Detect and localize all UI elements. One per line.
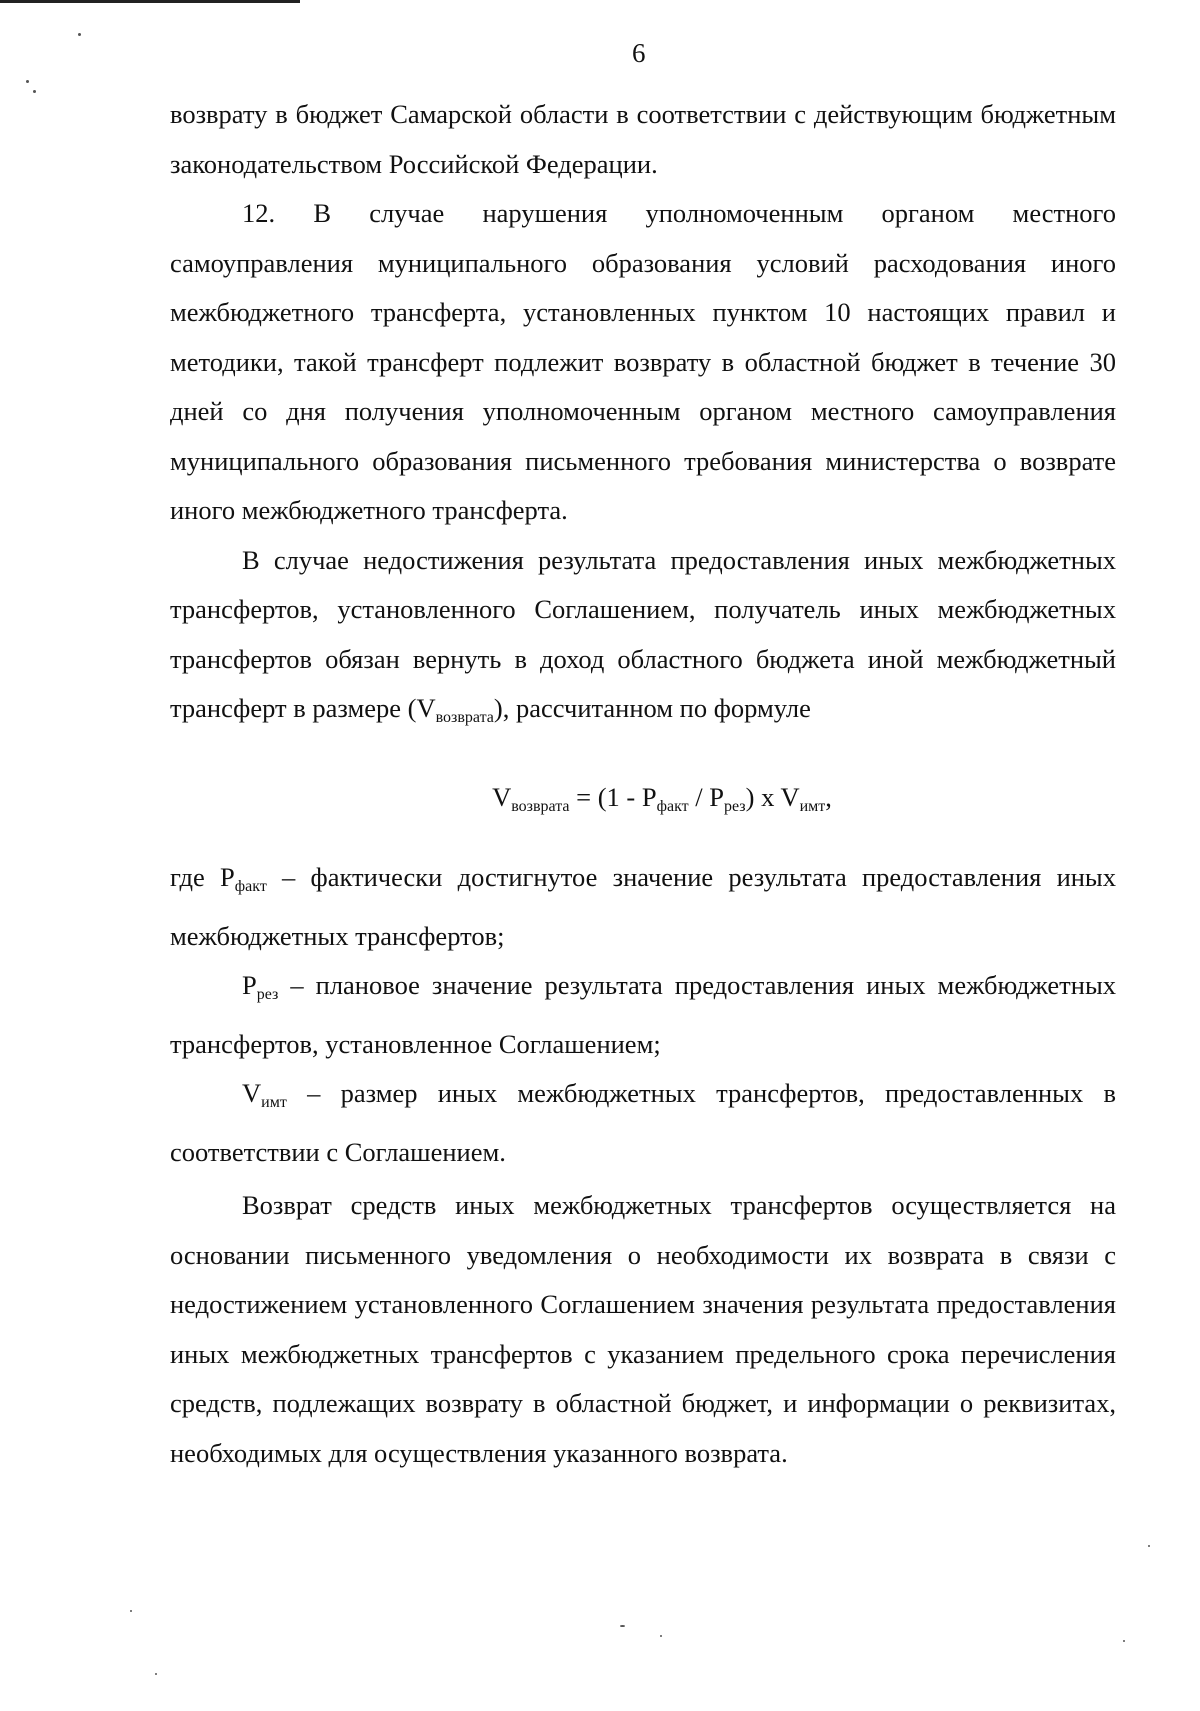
scan-speck <box>78 33 81 36</box>
formula-v: V <box>492 781 512 812</box>
scan-speck <box>1123 1640 1125 1642</box>
paragraph-12: 12. В случае нарушения уполномоченным органом местного самоуправления муниципального образования условий расходования иного межбюджетного трансферта, установленных пунктом 10 настоящих правил и методики, такой трансферт подлежит возврату в областной бюджет в течение 30 дней со дня получения уполномоченным органом местного самоуправления муниципального образования письменного требования министерства о возврате иного межбюджетного трансферта. <box>170 198 1116 525</box>
definition-v-imt-lead: V <box>242 1078 262 1108</box>
document-body <box>170 90 1116 1478</box>
paragraph-refund-procedure: Возврат средств иных межбюджетных трансфертов осуществляется на основании письменного уведомления о необходимости их возврата в связи с недостижением установленного Соглашением значения результата предоставления иных межбюджетных трансфертов с указанием предельного срока перечисления средств, подлежащих возврату в областной бюджет, и информации о реквизитах, необходимых для осуществления указанного возврата. <box>170 1190 1116 1468</box>
subscript-vozvrata: возврата <box>435 709 494 726</box>
formula-v-sub: возврата <box>511 797 570 815</box>
scan-speck <box>660 1635 662 1637</box>
definition-p-rez <box>170 961 1116 1069</box>
paragraph-continuation: возврату в бюджет Самарской области в соответствии с действующим бюджетным законодательством Российской Федерации. <box>170 99 1116 179</box>
definition-p-fact-text: – фактически достигнутое значение результата предоставления иных межбюджетных трансфертов; <box>170 862 1116 951</box>
paragraph-non-achievement <box>170 536 1116 743</box>
formula-part2: / P <box>688 781 724 812</box>
definition-v-imt-sub: имт <box>261 1094 287 1111</box>
formula-p-fact-sub: факт <box>656 797 689 815</box>
scan-speck <box>26 80 29 83</box>
formula-v-imt-sub: имт <box>799 797 826 815</box>
definition-v-imt <box>170 1069 1116 1177</box>
definition-p-rez-text: – плановое значение результата предоставления иных межбюджетных трансфертов, установленное Соглашением; <box>170 970 1116 1059</box>
top-edge-rule <box>0 0 300 3</box>
scan-speck <box>33 90 36 93</box>
definition-p-rez-sub: рез <box>256 986 279 1003</box>
definition-p-rez-lead: P <box>242 970 257 1000</box>
formula-part3: ) x V <box>745 781 800 812</box>
paragraph-text-end: ), рассчитанном по формуле <box>493 693 811 723</box>
definition-p-fact-sub: факт <box>234 878 267 895</box>
definition-p-fact-lead: где P <box>170 862 235 892</box>
scan-speck <box>130 1610 132 1612</box>
scan-speck <box>620 1625 625 1627</box>
formula-part1: = (1 - P <box>569 781 657 812</box>
definition-p-fact <box>170 853 1116 961</box>
paragraph-text-start: В случае недостижения результата предоставления иных межбюджетных трансфертов, установленного Соглашением, получатель иных межбюджетных трансфертов обязан вернуть в доход областного бюджета иной межбюджетный трансферт в размере (V <box>170 544 1116 723</box>
formula-part4: , <box>825 781 832 812</box>
refund-formula <box>170 773 1116 832</box>
scan-speck <box>1148 1545 1150 1547</box>
definition-v-imt-text: – размер иных межбюджетных трансфертов, предоставленных в соответствии с Соглашением. <box>170 1078 1116 1167</box>
formula-p-rez-sub: рез <box>724 797 746 815</box>
scan-speck <box>155 1673 157 1675</box>
page-number: 6 <box>632 38 646 68</box>
